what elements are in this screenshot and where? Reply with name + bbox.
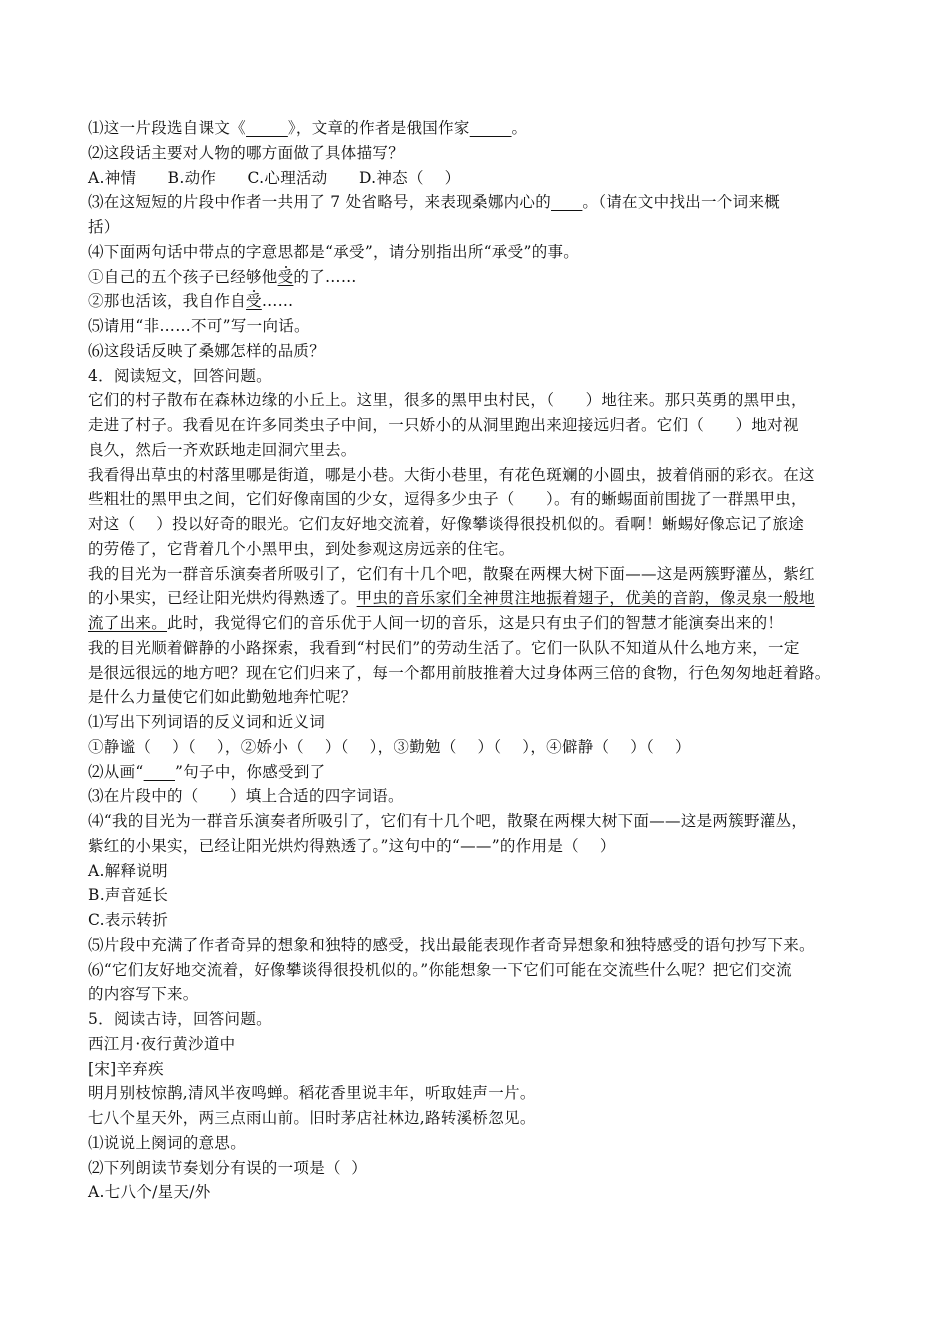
text-line xyxy=(88,859,888,884)
text-segment: 我看得出草虫的村落里哪是街道，哪是小巷。大街小巷里，有花色斑斓的小圆虫，披着俏丽的彩衣。在这 xyxy=(88,465,815,484)
text-segment: ⑵从画“ xyxy=(88,762,144,781)
text-segment: ⑹“它们友好地交流着，好像攀谈得很投机似的。”你能想象一下它们可能在交流些什么呢？把它们交流 xyxy=(88,960,792,979)
text-segment: 是很远很远的地方吧？现在它们归来了，每一个都用前肢推着大过身体两三倍的食物，行色匆匆地赶着路。 xyxy=(88,663,831,682)
text-segment: …… xyxy=(261,292,294,311)
text-segment: ⑴写出下列词语的反义词和近义词 xyxy=(88,713,326,731)
text-line xyxy=(88,809,888,834)
text-line xyxy=(88,116,888,141)
text-segment: 的内容写下来。 xyxy=(88,985,199,1004)
text-segment: 些粗壮的黑甲虫之间，它们好像南国的少女，逗得多少虫子（ ）。有的蜥蜴面前围拢了一群黑甲虫， xyxy=(88,490,807,509)
text-segment: ⑴说说上阕词的意思。 xyxy=(88,1133,247,1152)
text-segment: C.表示转折 xyxy=(88,911,169,929)
text-segment: 括） xyxy=(88,218,120,236)
text-line xyxy=(88,1180,888,1205)
text-segment: ②那也活该，我自作自 xyxy=(88,292,247,311)
text-line xyxy=(88,834,888,859)
text-segment: ⑹这段话反映了桑娜怎样的品质？ xyxy=(88,341,326,360)
text-segment: ⑸请用“非……不可”写一向话。 xyxy=(88,317,310,335)
text-segment: 明月别枝惊鹊,清风半夜鸣蝉。稻花香里说丰年，听取娃声一片。 xyxy=(88,1084,536,1103)
text-segment: 我的目光顺着僻静的小路探索，我看到“村民们”的劳动生活了。它们一队队不知道从什么地方来，一定 xyxy=(88,638,800,657)
text-segment: 》，文章的作者是俄国作家 xyxy=(287,119,470,137)
text-segment: ⑸片段中充满了作者奇异的想象和独特的感受，找出最能表现作者奇异想象和独特感受的语句抄写下来。 xyxy=(88,935,815,954)
text-segment: ⑷下面两句话中带点的字意思都是“承受”，请分别指出所“承受”的事。 xyxy=(88,242,580,261)
text-segment: 紫红的小果实，已经让阳光烘灼得熟透了。”这句中的“——”的作用是（ ） xyxy=(88,836,616,855)
text-line xyxy=(88,586,888,611)
text-segment: B.声音延长 xyxy=(88,886,169,905)
text-line xyxy=(88,636,888,661)
text-segment: 。（请在文中找出一个词来概 xyxy=(582,193,781,212)
document-page xyxy=(88,116,888,1205)
fill-in-blank xyxy=(144,763,175,781)
text-line xyxy=(88,537,888,562)
text-line xyxy=(88,463,888,488)
text-line xyxy=(88,661,888,686)
text-line xyxy=(88,1032,888,1057)
text-segment: ⑴这一片段选自课文《 xyxy=(88,119,247,137)
text-segment: 的了…… xyxy=(293,267,357,286)
text-line xyxy=(88,735,888,760)
text-segment: 对这（ ）投以好奇的眼光。它们友好地交流着，好像攀谈得很投机似的。看啊！蜥蜴好像忘记了旅途 xyxy=(88,515,805,533)
text-line xyxy=(88,512,888,537)
text-segment: ⑷“我的目光为一群音乐演奏者所吸引了，它们有十几个吧，散聚在两棵大树下面——这是两簇野灌丛， xyxy=(88,812,808,830)
text-line xyxy=(88,388,888,413)
text-segment: ⑶在片段中的（ ）填上合适的四字词语。 xyxy=(88,787,404,806)
text-segment: 是什么力量使它们如此勤勉地奔忙呢？ xyxy=(88,688,357,707)
text-segment: 良久，然后一齐欢跃地走回洞穴里去。 xyxy=(88,440,357,459)
text-line xyxy=(88,1106,888,1131)
text-segment: 此时，我觉得它们的音乐优于人间一切的音乐，这是只有虫子们的智慧才能演奏出来的！ xyxy=(167,614,784,632)
text-line xyxy=(88,413,888,438)
text-segment: ⑵这段话主要对人物的哪方面做了具体描写？ xyxy=(88,143,405,162)
text-line xyxy=(88,240,888,265)
text-line xyxy=(88,1131,888,1156)
text-line xyxy=(88,710,888,735)
text-line xyxy=(88,1081,888,1106)
text-line xyxy=(88,611,888,636)
text-line xyxy=(88,760,888,785)
text-segment: ①自己的五个孩子已经够他 xyxy=(88,267,278,286)
text-line xyxy=(88,487,888,512)
text-line xyxy=(88,933,888,958)
text-line xyxy=(88,141,888,166)
text-line xyxy=(88,883,888,908)
text-segment: 的小果实，已经让阳光烘灼得熟透了。 xyxy=(88,589,357,608)
underlined-text: 甲虫的音乐家们全神贯注地振着翅子，优美的音韵，像灵泉一般地 xyxy=(356,589,815,608)
text-segment: ⑶在这短短的片段中作者一共用了 7 处省略号，来表现桑娜内心的 xyxy=(88,193,552,212)
text-line xyxy=(88,265,888,290)
text-line xyxy=(88,215,888,240)
text-line xyxy=(88,1057,888,1082)
text-line xyxy=(88,908,888,933)
fill-in-blank xyxy=(246,119,288,137)
emphasized-char: 受 xyxy=(277,267,294,286)
text-line xyxy=(88,685,888,710)
text-line xyxy=(88,1007,888,1032)
text-segment: 走进了村子。我看见在许多同类虫子中间，一只娇小的从洞里跑出来迎接远归者。它们（ ）地对视 xyxy=(88,416,799,434)
text-segment: 我的目光为一群音乐演奏者所吸引了，它们有十几个吧，散聚在两棵大树下面——这是两簇野灌丛，紫红 xyxy=(88,564,815,583)
text-segment: 它们的村子散布在森林边缘的小丘上。这里，很多的黑甲虫村民，（ ）地往来。那只英勇的黑甲虫， xyxy=(88,391,807,410)
text-line xyxy=(88,314,888,339)
text-line xyxy=(88,339,888,364)
text-line xyxy=(88,289,888,314)
text-line xyxy=(88,982,888,1007)
text-segment: 的劳倦了，它背着几个小黑甲虫，到处参观这房远亲的住宅。 xyxy=(88,539,515,558)
text-line xyxy=(88,438,888,463)
text-line xyxy=(88,190,888,215)
text-segment: ”句子中，你感受到了 xyxy=(175,762,326,781)
text-segment: A.解释说明 xyxy=(88,861,168,880)
fill-in-blank xyxy=(470,119,512,137)
underlined-text: 流了出来。 xyxy=(88,614,168,632)
text-segment: 西江月·夜行黄沙道中 xyxy=(88,1034,236,1053)
emphasized-char: 受 xyxy=(246,292,262,311)
text-line xyxy=(88,958,888,983)
text-line xyxy=(88,364,888,389)
text-segment: ①静谧（ ）（ ），②娇小（ ）（ ），③勤勉（ ）（ ），④僻静（ ）（ ） xyxy=(88,737,691,756)
fill-in-blank xyxy=(551,193,582,211)
text-segment: A.七八个/星天/外 xyxy=(88,1183,211,1202)
text-line xyxy=(88,1156,888,1181)
text-line xyxy=(88,784,888,809)
text-segment: A.神情 B.动作 C.心理活动 D.神态（ ） xyxy=(88,168,461,187)
text-segment: [宋]辛弃疾 xyxy=(88,1059,164,1078)
text-segment: ⑵下列朗读节奏划分有误的一项是（ ） xyxy=(88,1158,368,1177)
text-segment: 5．阅读古诗，回答问题。 xyxy=(88,1010,272,1028)
text-segment: 。 xyxy=(511,119,528,137)
text-segment: 4．阅读短文，回答问题。 xyxy=(88,366,272,385)
text-line xyxy=(88,166,888,191)
text-line xyxy=(88,562,888,587)
text-segment: 七八个星天外，两三点雨山前。旧时茅店社林边,路转溪桥忽见。 xyxy=(88,1109,536,1127)
